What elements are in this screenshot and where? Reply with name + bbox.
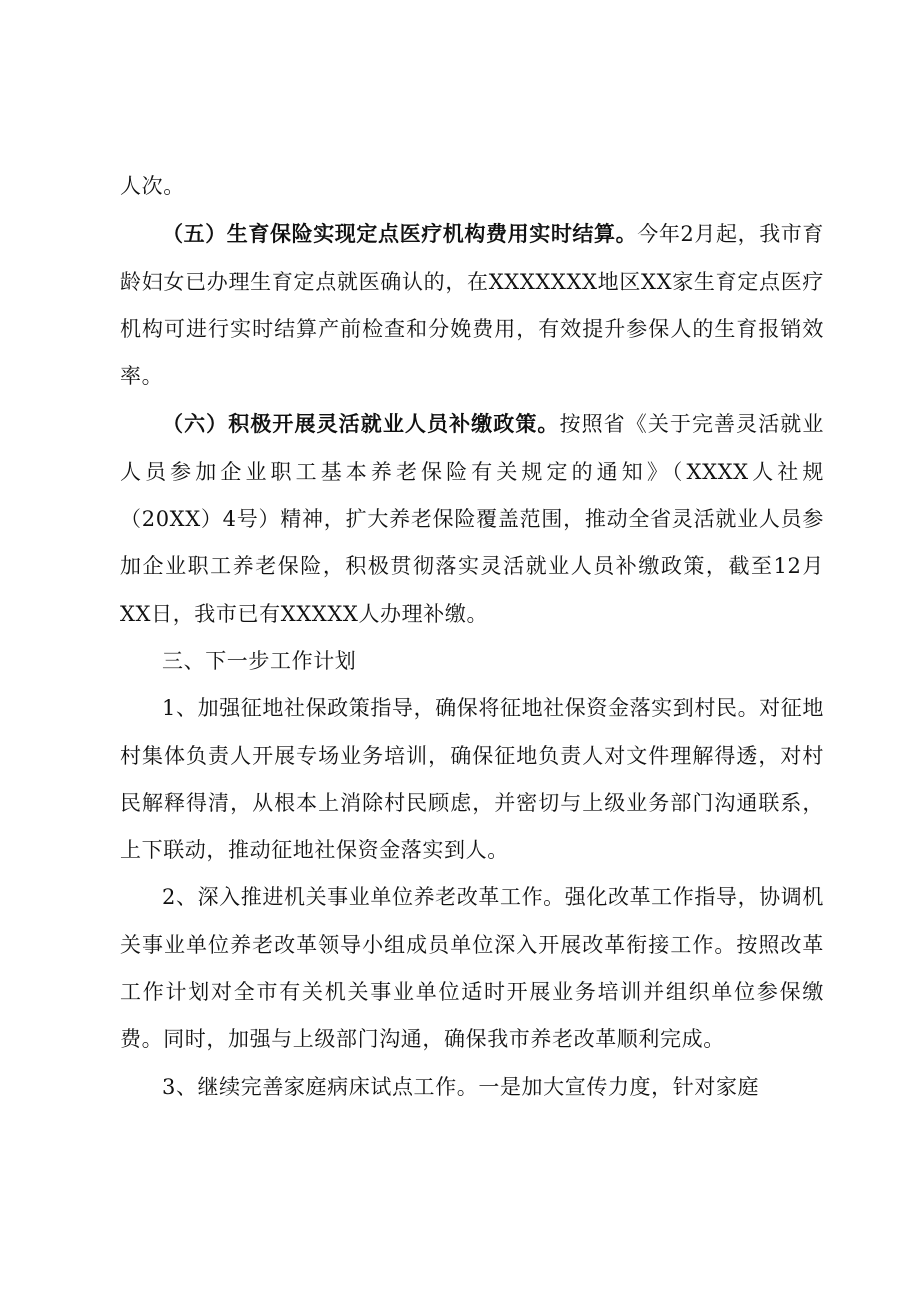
- paragraph-continuation: 人次。: [120, 174, 185, 198]
- paragraph-lead-bold: （六）积极开展灵活就业人员补缴政策。: [162, 411, 560, 437]
- section-heading-next-plan: 三、下一步工作计划: [162, 648, 357, 673]
- paragraph-flexible-employment: [120, 400, 824, 637]
- plan-item-1: 1、加强征地社保政策指导，确保将征地社保资金落实到村民。对征地村集体负责人开展专场业务培训，确保征地负责人对文件理解得透，对村民解释得清，从根本上消除村民顾虑，并密切与上级业务部门沟通联系，上下联动，推动征地社保资金落实到人。: [120, 696, 824, 863]
- paragraph-lead-bold: （五）生育保险实现定点医疗机构费用实时结算。: [162, 221, 638, 247]
- plan-item-2: 2、深入推进机关事业单位养老改革工作。强化改革工作指导，协调机关事业单位养老改革领导小组成员单位深入开展改革衔接工作。按照改革工作计划对全市有关机关事业单位适时开展业务培训并组织单位参保缴费。同时，加强与上级部门沟通，确保我市养老改革顺利完成。: [120, 885, 824, 1052]
- plan-item-3: 3、继续完善家庭病床试点工作。一是加大宣传力度，针对家庭: [162, 1074, 760, 1099]
- paragraph-body: 今年2月起，我市育龄妇女已办理生育定点就医确认的，在XXXXXXX地区XX家生育定点医疗机构可进行实时结算产前检查和分娩费用，有效提升参保人的生育报销效率。: [120, 222, 825, 389]
- paragraph-body: 按照省《关于完善灵活就业人员参加企业职工基本养老保险有关规定的通知》（XXXX人社规（20XX）4号）精神，扩大养老保险覆盖范围，推动全省灵活就业人员参加企业职工养老保险，积极贯彻落实灵活就业人员补缴政策，截至12月XX日，我市已有XXXXX人办理补缴。: [120, 412, 824, 626]
- paragraph-maternity-insurance: [120, 210, 824, 400]
